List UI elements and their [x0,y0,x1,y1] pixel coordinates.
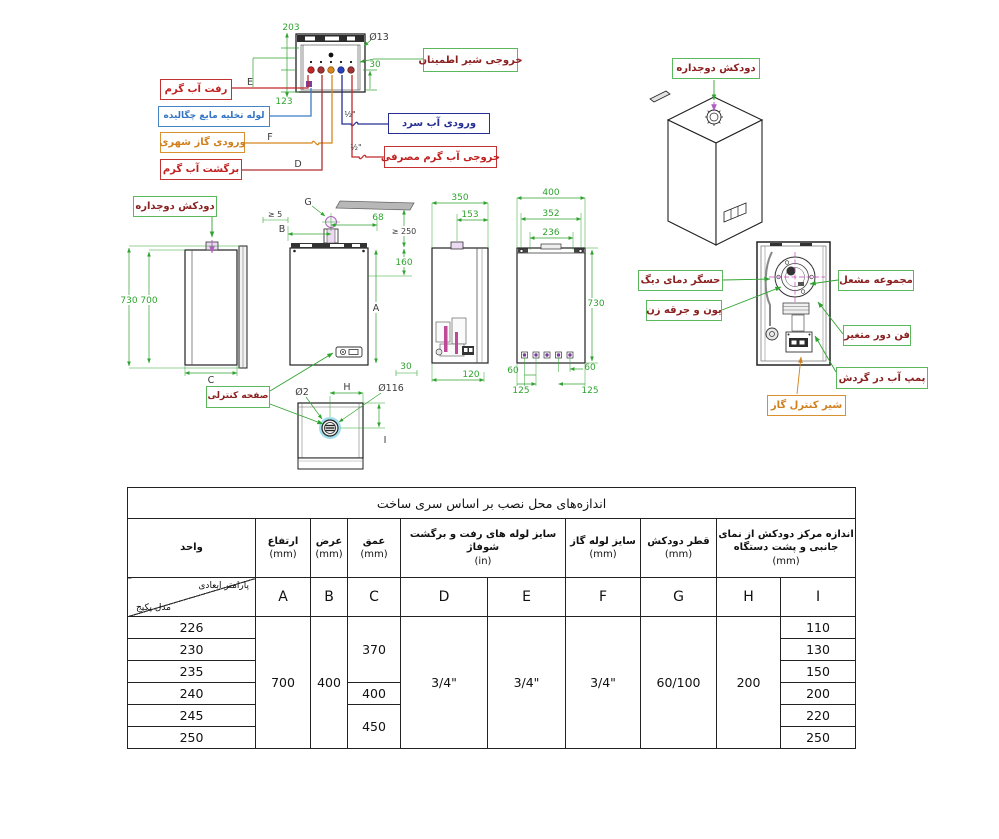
header-height: ارتفاع (mm) [256,519,311,578]
label-city-gas-inlet: ورودی گاز شهری [160,132,245,153]
dim-153: 153 [461,210,479,220]
dim-A: A [372,303,380,314]
dim-B: B [278,224,286,235]
installation-dimensions-table [127,487,856,749]
header-unit: واحد [128,519,256,578]
dim-160: 160 [395,258,413,268]
model-cell: 226 [128,617,256,639]
dim-203: 203 [282,23,300,33]
gas-valve-box [786,332,812,352]
dimensions-table-wrapper [127,487,855,749]
header-flue-center: اندازه مرکز دودکش از نمای جانبی و پشت دستگاه (mm) [717,519,856,578]
value-I-0: 110 [781,617,856,639]
value-C-400: 400 [348,683,401,705]
param-B: B [311,578,348,617]
model-cell: 230 [128,639,256,661]
dim-ge250: ≥ 250 [391,227,417,236]
cutaway-side-view [432,193,488,382]
dim-236: 236 [542,228,560,238]
isometric-view [650,80,762,245]
value-D: 3/4" [401,617,488,749]
dim-120: 120 [462,370,480,380]
control-panel-front [336,347,362,357]
dim-G: G [304,197,312,208]
value-C-370: 370 [348,617,401,683]
pump-circle [766,328,778,340]
label-cold-water-inlet: ورودی آب سرد [388,113,490,134]
side-view [120,217,247,386]
model-cell: 235 [128,661,256,683]
label-condensate-drain: لوله تخلیه مایع چگالیده [158,106,270,127]
value-I-3: 200 [781,683,856,705]
flue-bracket [650,91,670,102]
dim-400: 400 [542,188,560,198]
param-C: C [348,578,401,617]
label-control-panel: صفحه کنترلی [206,386,270,408]
dim-ge5: ≥ 5 [267,210,283,219]
burner-box [783,303,809,314]
label-dhw-outlet: خروجی آب گرم مصرفی [384,146,497,168]
label-circulation-pump: پمپ آب در گردش [836,367,928,389]
dim-700: 700 [140,296,158,306]
dim-half-inch-2: ½" [350,143,362,152]
value-I-5: 250 [781,727,856,749]
value-H: 200 [717,617,781,749]
label-boiler-temp-sensor: حسگر دمای دیگ [638,270,723,291]
dim-D: D [294,159,302,170]
value-I-1: 130 [781,639,856,661]
front-view [263,197,418,376]
dim-diam13: Ø13 [369,32,389,43]
value-B: 400 [311,617,348,749]
dim-diam116: Ø116 [378,383,404,394]
internals-view [722,242,843,394]
label-double-wall-flue-side: دودکش دوجداره [133,196,217,217]
dim-I: I [383,435,387,446]
param-E: E [488,578,566,617]
front-edge-strip [298,458,363,469]
label-burner-assembly: مجموعه مشعل [838,270,914,291]
param-H: H [717,578,781,617]
table-row-226 [128,617,856,639]
flue-opening-top [321,419,340,438]
model-cell: 240 [128,683,256,705]
rear-view [507,188,605,396]
param-D: D [401,578,488,617]
header-flue-diameter: قطر دودکش (mm) [641,519,717,578]
dim-125a: 125 [512,386,530,396]
value-G: 60/100 [641,617,717,749]
dim-half-inch-1: ½" [344,110,356,119]
value-I-4: 220 [781,705,856,727]
param-G: G [641,578,717,617]
label-hot-water-return: برگشت آب گرم [160,159,242,180]
table-title: اندازه‌های محل نصب بر اساس سری ساخت [128,488,856,519]
dim-352: 352 [542,209,560,219]
label-ionization-igniter: یون و جرقه زن [646,300,722,321]
ceiling-section [336,201,414,210]
header-gas-pipe: سایز لوله گاز (mm) [566,519,641,578]
header-heating-pipes: سایز لوله های رفت و برگشت شوفاژ (in) [401,519,566,578]
label-variable-speed-fan: فن دور متغیر [843,325,911,346]
label-gas-control-valve: شیر کنترل گاز [767,395,846,416]
dim-H: H [343,382,351,393]
dim-60a: 60 [507,366,519,376]
header-depth: عمق (mm) [348,519,401,578]
model-cell: 250 [128,727,256,749]
dim-30-front: 30 [400,362,412,372]
value-A: 700 [256,617,311,749]
dim-C: C [207,375,215,386]
label-hot-water-supply: رفت آب گرم [160,79,232,100]
dim-730-side: 730 [120,296,138,306]
value-C-450: 450 [348,705,401,749]
dim-125b: 125 [581,386,599,396]
value-F: 3/4" [566,617,641,749]
param-I: I [781,578,856,617]
param-A: A [256,578,311,617]
dim-68: 68 [372,213,384,223]
label-double-wall-flue-iso: دودکش دوجداره [672,58,760,79]
value-I-2: 150 [781,661,856,683]
dim-123: 123 [275,97,293,107]
dim-350: 350 [451,193,469,203]
dim-F: F [267,132,273,143]
dim-60b: 60 [584,363,596,373]
dim-E: E [246,77,254,88]
dim-30-conn: 30 [369,60,381,70]
dim-diam2: Ø2 [295,387,309,398]
header-width: عرض (mm) [311,519,348,578]
value-E: 3/4" [488,617,566,749]
dim-730-rear: 730 [587,299,605,309]
condensate-port [306,81,312,87]
label-safety-valve-outlet: خروجی شیر اطمینان [423,48,518,72]
param-F: F [566,578,641,617]
model-cell: 245 [128,705,256,727]
diagonal-header-cell: پارامتر ابعادی مدل پکیج [128,578,256,617]
top-view [270,353,404,469]
